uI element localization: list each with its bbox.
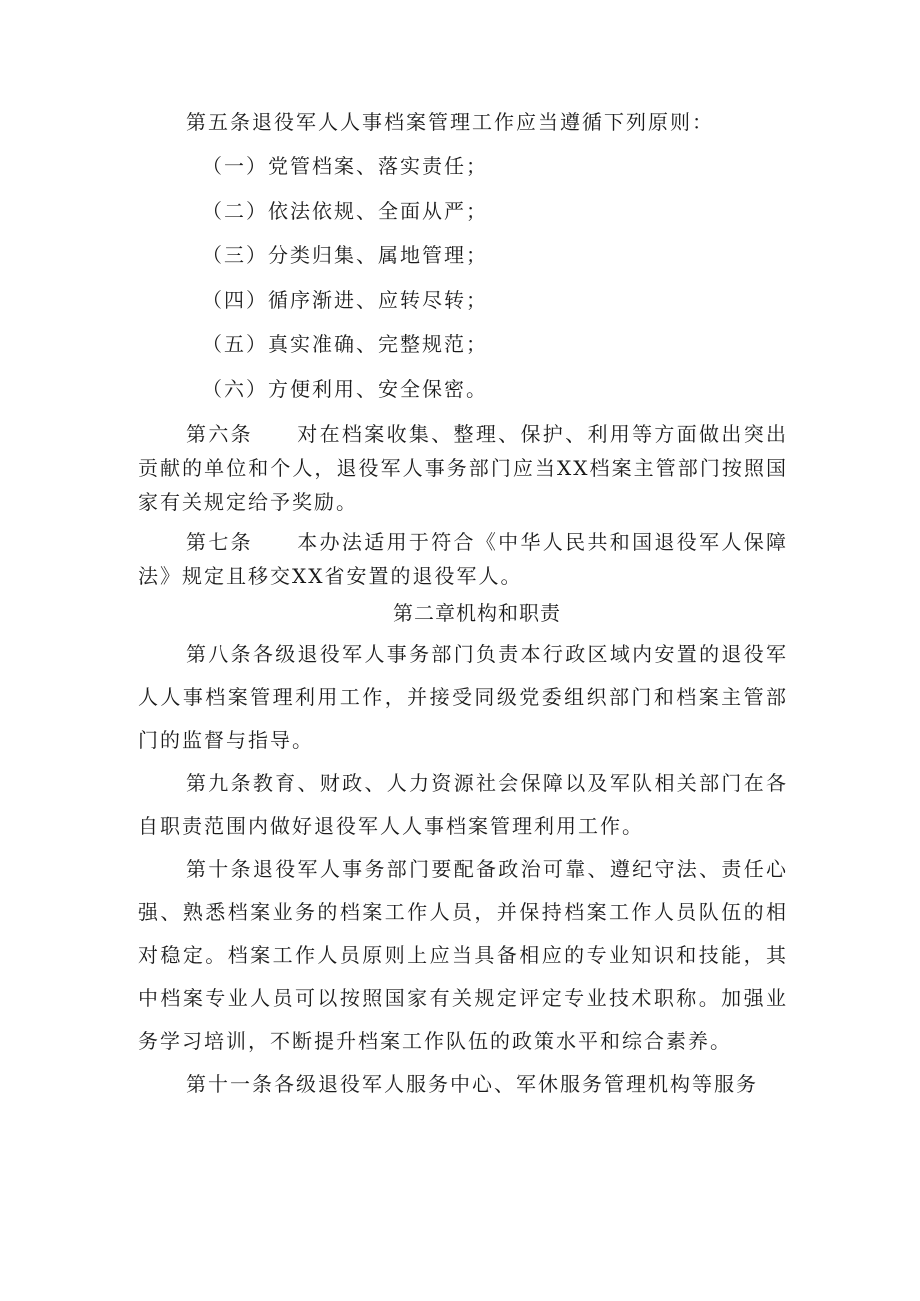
article-5-intro: 第五条退役军人人事档案管理工作应当遵循下列原则： (186, 110, 714, 134)
document-body (138, 101, 788, 1106)
principle-item-2: （二）依法依规、全面从严； (202, 198, 488, 223)
principle-item-1: （一）党管档案、落实责任； (202, 154, 488, 178)
principle-item-5: （五）真实准确、完整规范； (202, 332, 488, 356)
chapter-2-title: 第二章机构和职责 (393, 601, 561, 625)
article-6 (138, 417, 788, 519)
principle-item-6: （六）方便利用、安全保密。 (202, 376, 488, 401)
principles-list (138, 144, 788, 411)
article-8: 第八条各级退役军人事务部门负责本行政区域内安置的退役军人人事档案管理利用工作，并接受同级党委组织部门和档案主管部门的监督与指导。 (138, 642, 788, 752)
article-6-body: 对在档案收集、整理、保护、利用等方面做出突出贡献的单位和个人，退役军人事务部门应当XX档案主管部门按照国家有关规定给予奖励。 (138, 422, 789, 514)
article-7 (138, 525, 788, 593)
article-11-partial: 第十一条各级退役军人服务中心、军休服务管理机构等服务 (186, 1072, 758, 1096)
article-10: 第十条退役军人事务部门要配备政治可靠、遵纪守法、责任心强、熟悉档案业务的档案工作人员，并保持档案工作人员队伍的相对稳定。档案工作人员原则上应当具备相应的专业知识和技能，其中档案专业人员可以按照国家有关规定评定专业技术职称。加强业务学习培训，不断提升档案工作队伍的政策水平和综合素养。 (138, 857, 788, 1053)
article-7-body: 本办法适用于符合《中华人民共和国退役军人保障法》规定且移交XX省安置的退役军人。 (138, 530, 789, 588)
principle-item-4: （四）循序渐进、应转尽转； (202, 287, 488, 312)
article-9: 第九条教育、财政、人力资源社会保障以及军队相关部门在各自职责范围内做好退役军人人事档案管理利用工作。 (138, 771, 788, 838)
principle-item-3: （三）分类归集、属地管理； (202, 243, 488, 267)
article-6-heading: 第六条 (186, 422, 253, 446)
article-7-heading: 第七条 (186, 530, 253, 554)
